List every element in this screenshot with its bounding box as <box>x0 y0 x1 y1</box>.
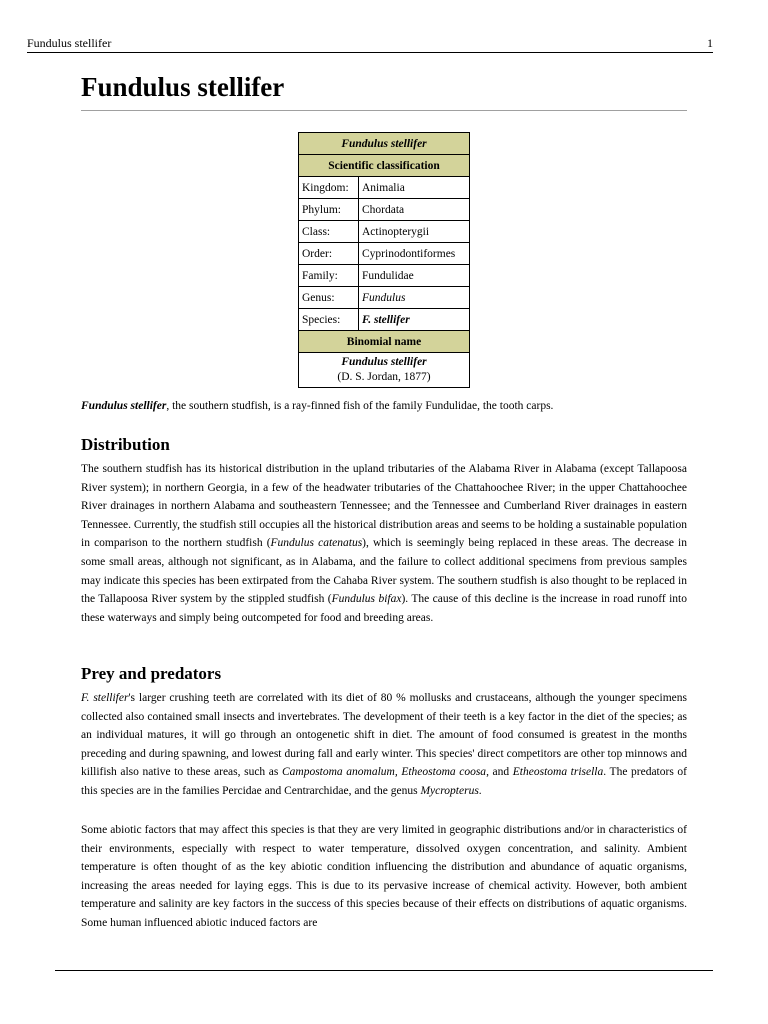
rank-value: Cyprinodontiformes <box>359 243 470 265</box>
running-header <box>27 36 713 53</box>
taxobox-row-class <box>299 221 470 243</box>
rank-value: Actinopterygii <box>359 221 470 243</box>
taxobox-name: Fundulus stellifer <box>299 133 470 155</box>
rank-label: Family: <box>299 265 359 287</box>
rank-value: Fundulus <box>359 287 470 309</box>
rank-label: Genus: <box>299 287 359 309</box>
species-name: Fundulus bifax <box>331 593 402 606</box>
binomial-name: Fundulus stellifer <box>341 356 427 368</box>
rank-label: Species: <box>299 309 359 331</box>
genus-name: Mycropterus <box>420 784 479 797</box>
prey-paragraph-2: Some abiotic factors that may affect this species is that they are very limited in geographic distributions and/or in characteristics of their environments, especially with respect to water temperature, dissolved oxygen concentration, and salinity. Ambient temperature is often thought of as the key abiotic condition influencing the distribution and abundance of aquatic organisms, increasing the areas needed for laying eggs. This is due to its pervasive increase of chemical activity. However, both ambient temperature and salinity are key factors in the success of this species because of their effects on distributions of aquatic organisms. Some human influenced abiotic induced factors are <box>81 824 687 929</box>
rank-label: Class: <box>299 221 359 243</box>
binomial-authority: (D. S. Jordan, 1877) <box>337 371 431 383</box>
taxobox-row-kingdom <box>299 177 470 199</box>
text-run: ). The cause of this decline is the increase in road runoff into these waterways and simply being outcompeted for food and breeding areas. <box>81 593 688 624</box>
classification-heading: Scientific classification <box>299 155 470 177</box>
species-name: Campostoma anomalum, Etheostoma coosa <box>281 766 487 779</box>
section-heading-prey-and-predators: Prey and predators <box>81 664 222 683</box>
section-heading-distribution: Distribution <box>81 435 170 454</box>
taxobox-row-phylum <box>299 199 470 221</box>
text-run: ), which is seemingly being replaced in these areas. The decrease in some small areas, although not significant, as in Alabama, and the failure to collect additional specimens from previous samples may indicate this species has been extirpated from the Cahaba River system. The southern studfish is also thought to be replaced in the Tallapoosa River system by the stippled studfish ( <box>81 537 687 606</box>
rank-value: Fundulidae <box>359 265 470 287</box>
distribution-paragraph <box>81 460 687 627</box>
rank-value: Animalia <box>359 177 470 199</box>
text-run: , and <box>486 766 513 779</box>
text-run: . The predators of this species are in the families Percidae and Centrarchidae, and the genus <box>81 766 687 797</box>
rank-label: Order: <box>299 243 359 265</box>
prey-paragraph-1 <box>81 689 687 801</box>
species-name: F. stellifer <box>81 692 129 704</box>
taxobox-row-species <box>299 309 470 331</box>
text-run: . <box>478 784 482 797</box>
binomial-heading: Binomial name <box>299 331 470 353</box>
species-name: Etheostoma trisella <box>512 766 604 779</box>
footer-divider <box>55 970 713 971</box>
intro-paragraph <box>81 397 687 416</box>
species-name: Fundulus catenatus <box>270 537 363 550</box>
rank-value: F. stellifer <box>359 309 470 331</box>
title-divider <box>81 110 687 111</box>
binomial-cell <box>299 353 470 388</box>
rank-label: Kingdom: <box>299 177 359 199</box>
taxobox-row-genus <box>299 287 470 309</box>
rank-value: Chordata <box>359 199 470 221</box>
taxobox-row-family <box>299 265 470 287</box>
text-run: The southern studfish has its historical distribution in the upland tributaries of the Alabama River in Alabama (except Tallapoosa River system); in northern Georgia, in a few of the headwater tributaries of the Chattahoochee River; in the upper Chattahoochee River drainages in northern Alabama and southeastern Tennessee; and the Tennessee and Cumberland River drainages in eastern Tennessee. Currently, the studfish still occupies all the historical distribution areas and seems to be holding a sustainable population in comparison to the northern studfish ( <box>81 463 687 550</box>
taxobox <box>298 132 470 388</box>
intro-text: , the southern studfish, is a ray-finned fish of the family Fundulidae, the tooth carps. <box>166 400 554 412</box>
intro-species-name: Fundulus stellifer <box>81 400 167 412</box>
taxobox-row-order <box>299 243 470 265</box>
rank-label: Phylum: <box>299 199 359 221</box>
page-number: 1 <box>707 36 713 50</box>
running-title: Fundulus stellifer <box>27 36 112 50</box>
text-run: 's larger crushing teeth are correlated with its diet of 80 % mollusks and crustaceans, although the younger specimens collected also contained small insects and invertebrates. The development of their teeth is a key factor in the diet of the species; as an individual matures, it will go through an ontogenetic shift in diet. The amount of food consumed is greatest in the months preceding and during spawning, and lowest during fall and early winter. This species' direct competitors are other top minnows and killifish also native to these areas, such as <box>81 692 687 779</box>
page-title: Fundulus stellifer <box>81 72 285 102</box>
